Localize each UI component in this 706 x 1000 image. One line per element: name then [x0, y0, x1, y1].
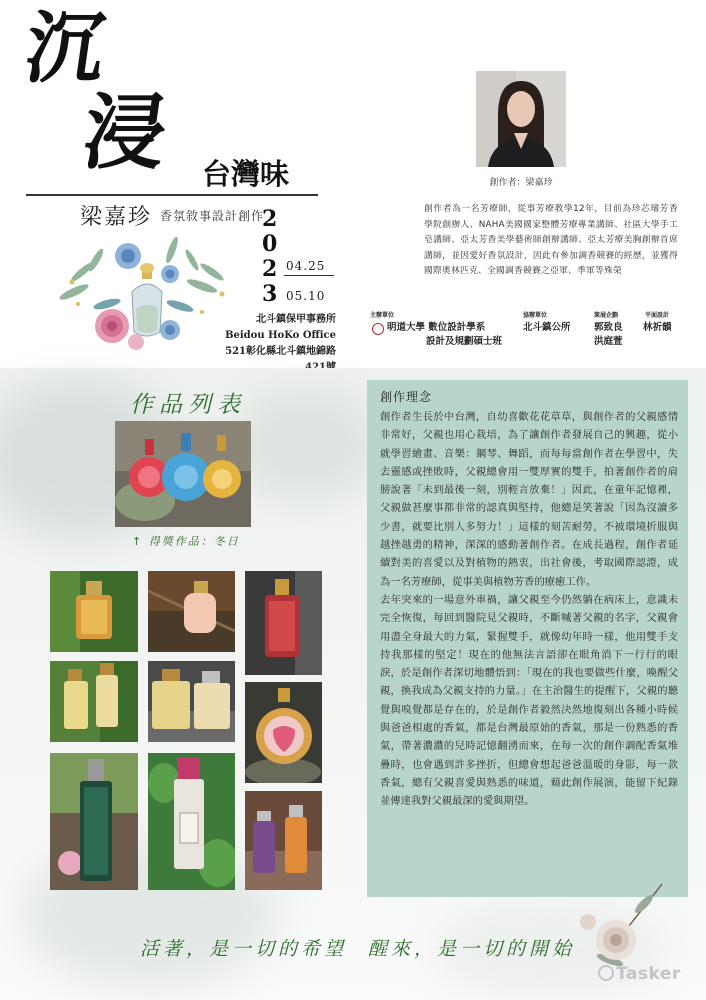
author-bio: 創作者為一名芳療師，從事芳療教學12年，目前為珍芯璿芳香學院創辦人、NAHA美國國家整體芳療專業講師、社區大學手工皂講師、亞太芳香美學藝術師創辦講師、亞太芳療美胸創辦首席講師，並因愛好香氛設計，因此有參加調香競賽的經歷，並獲得國際奧林匹克、全國調香競賽之亞軍、季軍等殊榮: [424, 204, 678, 277]
work-photo: [148, 571, 235, 652]
exhibition-type: 香氛敘事設計創作: [160, 209, 265, 223]
concept-paragraph: 創作者生長於中台灣，自幼喜歡花花草草，與創作者的父親感情非常好，父親也用心栽培，為了讓創作者發展自己的興趣，從小就學習繪畫、音樂：鋼琴、舞蹈，而每每當創作者在學習中，失去靈感或挫敗時，父親總會用一雙厚實的雙手，拍著創作者的肩膀說著「未到最後一刻，別輕言放棄！」因此，在童年記憶裡，父親做甚麼事都非常的認真與堅持，他總是笑著說「因為沒讀多少書，就要比別人多努力！」這樣的刻苦耐勞，不被環境折服與越挫越勇的精神，深深的感動著創作者。在成長過程，創作者延續對美的喜愛以及對植物的熱衷，出社會後，考取國際認證，成為一名芳療師，從事美與植物芳香的療癒工作。: [380, 411, 678, 588]
featured-work-photo: [115, 421, 251, 527]
work-photo: [245, 571, 322, 675]
sponsor-label: 策展企劃: [594, 312, 619, 319]
title-divider: [26, 194, 318, 196]
author-portrait: [476, 71, 566, 167]
date-end: 05.10: [286, 289, 326, 303]
year-digit: 2: [262, 206, 278, 232]
sponsor-value: 明道大學 數位設計學系: [387, 322, 486, 333]
sponsor-value: 郭致良: [594, 322, 623, 333]
work-photo: [50, 753, 138, 890]
flower-bouquet-illustration: [52, 234, 242, 354]
author-caption: 創作者：梁嘉珍: [489, 178, 553, 188]
watercolor-wash: [230, 390, 380, 500]
title-char-chen: 沉: [19, 3, 107, 94]
work-photo: [245, 682, 322, 783]
sponsor-label: 協辦單位: [523, 312, 548, 319]
works-title: 作品列表: [130, 392, 246, 418]
work-photo: [245, 791, 322, 890]
concept-paragraph: 去年突來的一場意外車禍，讓父親至今仍然躺在病床上，意識未完全恢復，每回到醫院見父親時，不斷喊著父親的名字，父親會用盡全身最大的力氣，緊握雙手，就像幼年時一樣，他用雙手支持我那樣的堅定！現在的他無法言語卻在眼角消下一行行的眼淚，於是創作者深切地體悟到：「現在的我也要做些什麼，喚醒父親，換我成為父親支持的力量。」在主治醫生的提醒下，父親的聽覺與嗅覺都是存在的，於是創作者毅然決然地復刻出各種小時候與爸爸相處的香氣，都是台灣最原始的香氣，那是一份熟悉的香氣，帶著濃濃的兒時記憶翻湧而來，在每一次的創作調配香氣堆疊時，也會遇到許多挫折，但總會想起爸爸溫暖的身影，每一款香氣，總有父親喜愛與熟悉的味道，藉此創作展演，能留下紀錄並傳達我對父親最深的愛與期望。: [380, 593, 678, 808]
slogan-left: 活著，是一切的希望: [140, 938, 348, 960]
venue-line: Beidou HoKo Office: [225, 330, 336, 341]
brand-logo-text: Tasker: [616, 964, 681, 984]
concept-title: 創作理念: [380, 390, 433, 404]
brand-logo: [598, 964, 681, 984]
flower-illustration: [572, 880, 668, 976]
concept-body: [380, 408, 678, 811]
award-caption: ↑ 得獎作品：冬日: [132, 535, 240, 548]
date-start: 04.25: [286, 259, 326, 273]
work-photo: [148, 753, 235, 890]
venue-line: 北斗鎮保甲事務所: [256, 314, 336, 325]
sponsor-value: 林祈韻: [643, 322, 672, 333]
university-logo-icon: [372, 323, 384, 335]
year-digit: 2: [262, 256, 278, 282]
work-photo: [50, 571, 138, 652]
sponsor-value: 洪庭萱: [594, 336, 623, 347]
venue-line: 521彰化縣北斗鎮地錦路: [225, 346, 336, 357]
title-char-jin: 浸: [77, 85, 169, 181]
work-photo: [50, 661, 138, 742]
year-digit: 3: [262, 281, 278, 307]
slogan-right: 醒來，是一切的開始: [368, 938, 576, 960]
page-subtitle: 台灣味: [202, 157, 290, 191]
artist-name: 梁嘉珍: [80, 205, 153, 230]
brand-logo-icon: [598, 965, 614, 981]
sponsor-value: 北斗鎮公所: [523, 322, 571, 333]
sponsor-value: 設計及規劃碩士班: [426, 336, 503, 347]
sponsor-label: 主辦單位: [370, 312, 395, 319]
date-divider: [284, 275, 334, 276]
sponsor-label: 平面設計: [645, 312, 670, 319]
year-digit: 0: [262, 231, 278, 257]
work-photo: [148, 661, 235, 742]
